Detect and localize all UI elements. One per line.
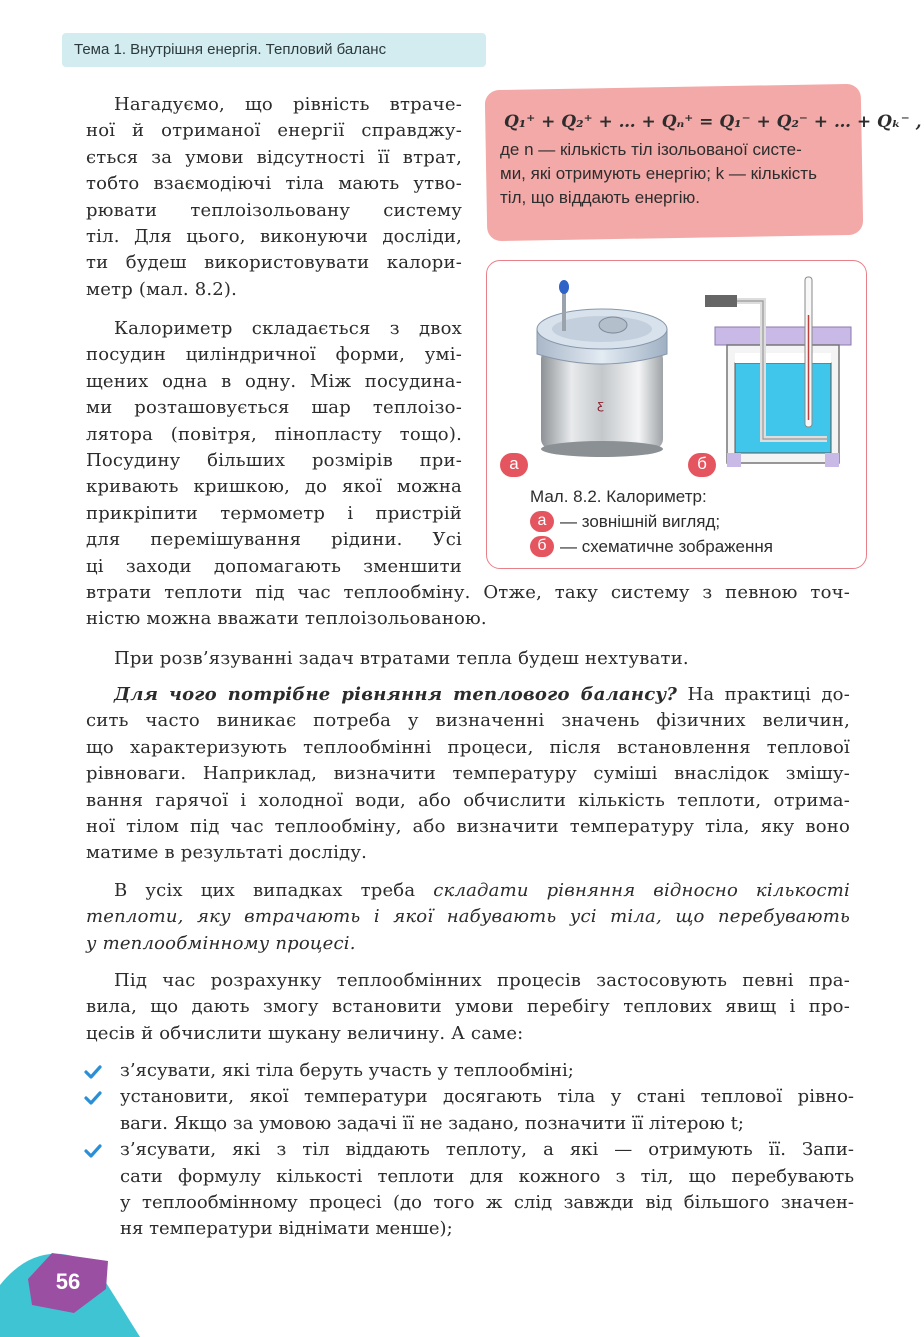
text-line: рювати теплоізольовану систему — [86, 199, 462, 221]
check-icon — [84, 1143, 102, 1159]
all-cases-paragraph — [86, 878, 850, 957]
list-item — [84, 1137, 854, 1243]
text-line: ністю можна вважати теплоізольованою. — [86, 608, 487, 630]
text-line: теплоти, яку втрачають і якої набувають усі тіла, що перебувають — [86, 906, 850, 928]
badge-b: б — [688, 453, 716, 477]
text-line: ється за умови відсутності її втрат, — [86, 146, 462, 168]
formula-desc-line: де n — кількість тіл ізольованої систе- — [500, 140, 802, 159]
caption-title — [530, 484, 773, 509]
text-line: прикріпити термометр і пристрій — [86, 502, 462, 524]
text-line: у теплообмінному процесі (до того ж слід завжди від більшого значен- — [120, 1192, 854, 1214]
text-line: метр (мал. 8.2). — [86, 278, 238, 300]
caption-title-text: Мал. 8.2. Калориметр: — [530, 487, 707, 506]
text-line: посудин циліндричної форми, умі- — [86, 344, 462, 366]
text-line: кривають кришкою, до якої можна — [86, 476, 462, 498]
heat-balance-formula: Q₁⁺ + Q₂⁺ + … + Qₙ⁺ = Q₁⁻ + Q₂⁻ + … + Qₖ⁻ , — [504, 112, 922, 132]
intro-paragraph — [86, 92, 462, 303]
svg-text:ƹ: ƹ — [597, 398, 604, 412]
all-cases-italic: складати рівняння відносно кількості — [433, 880, 850, 901]
text-line: При розв’язуванні задач втратами тепла будеш нехтувати. — [114, 648, 689, 669]
rules-checklist — [84, 1058, 854, 1243]
text-line: вила, що дають змогу встановити умови перебігу теплових явищ і про- — [86, 996, 850, 1018]
formula-description — [500, 138, 860, 210]
caption-badge-a: а — [530, 511, 554, 532]
text-line: ці заходи допомагають зменшити — [86, 555, 462, 577]
text-line: що характеризують теплообмінні процеси, після встановлення теплової — [86, 736, 850, 758]
formula-desc-line: ми, які отримують енергію; k — кількість — [500, 164, 817, 183]
text-line: тіл. Для цього, виконуючи досліди, — [86, 226, 462, 248]
text-line: рівноваги. Наприклад, визначити температуру суміші внаслідок змішу- — [86, 763, 850, 785]
text-line: ня температури віднімати менше); — [120, 1218, 453, 1240]
calorimeter-schematic — [705, 275, 855, 480]
calorimeter-paragraph-wide — [86, 580, 850, 633]
text-line: у теплообмінному процесі. — [86, 932, 356, 954]
text-line: з’ясувати, які з тіл віддають теплоту, а які — отримують її. Запи- — [120, 1139, 854, 1161]
text-line: установити, якої температури досягають тіла у стані теплової рівно- — [120, 1086, 854, 1108]
text-line: матиме в результаті досліду. — [86, 842, 368, 864]
all-cases-plain: В усіх цих випадках треба — [114, 880, 434, 901]
figure-caption — [530, 484, 773, 559]
formula-desc-line: тіл, що віддають енергію. — [500, 188, 700, 207]
topic-header: Тема 1. Внутрішня енергія. Тепловий баланс — [62, 33, 486, 67]
text-line: сати формулу кількості теплоти для кожного з тіл, що перебувають — [120, 1165, 854, 1187]
check-icon — [84, 1090, 102, 1106]
text-line: втрати теплоти під час теплообміну. Отже, таку систему з певною точ- — [86, 582, 850, 603]
text-line: ваги. Якщо за умовою задачі її не задано, позначити її літерою t; — [120, 1112, 744, 1134]
list-item — [84, 1058, 854, 1084]
caption-a — [530, 509, 773, 534]
text-line: вання гарячої і холодної води, або обчислити кількість теплоти, отрима- — [86, 789, 850, 811]
why-first-rest: На практиці до- — [677, 684, 850, 705]
caption-b-text: — схематичне зображення — [560, 537, 773, 556]
neglect-paragraph — [114, 646, 854, 672]
page-number: 56 — [55, 1269, 81, 1294]
text-line: тобто взаємодіючі тіла мають утво- — [86, 173, 462, 195]
rules-paragraph — [86, 968, 850, 1047]
why-paragraph — [86, 682, 850, 867]
text-line: для перемішування рідини. Усі — [86, 529, 462, 551]
text-line: ної тілом під час теплообміну, або визначити температуру тіла, яку воно — [86, 816, 850, 838]
text-line — [86, 878, 850, 904]
formula-box — [500, 110, 922, 210]
text-line — [86, 682, 850, 708]
text-line: ти будеш використовувати калори- — [86, 252, 462, 274]
text-line: сить часто виникає потреба у визначенні значень фізичних величин, — [86, 710, 850, 732]
text-line: ної й отриманої енергії справджу- — [86, 120, 462, 142]
text-line: з’ясувати, які тіла беруть участь у теплообміні; — [120, 1060, 574, 1081]
text-line: цесів й обчислити шукану величину. А саме: — [86, 1022, 524, 1044]
caption-b — [530, 534, 773, 559]
text-line: щених одна в одну. Між посудина- — [86, 370, 462, 392]
text-line: Нагадуємо, що рівність втраче- — [114, 94, 462, 115]
calorimeter-paragraph — [86, 316, 462, 580]
check-icon — [84, 1064, 102, 1080]
calorimeter-photo — [527, 279, 677, 459]
caption-a-text: — зовнішній вигляд; — [560, 512, 721, 531]
badge-a: а — [500, 453, 528, 477]
text-line: ми розташовується шар теплоізо- — [86, 397, 462, 419]
text-line: Калориметр складається з двох — [114, 318, 462, 339]
text-line: Під час розрахунку теплообмінних процесів застосовують певні пра- — [114, 970, 850, 991]
list-item — [84, 1084, 854, 1137]
caption-badge-b: б — [530, 536, 554, 557]
why-heading: Для чого потрібне рівняння теплового балансу? — [114, 684, 678, 705]
text-line: Посудину більших розмірів при- — [86, 450, 462, 472]
text-line: лятора (повітря, пінопласту тощо). — [86, 423, 462, 445]
